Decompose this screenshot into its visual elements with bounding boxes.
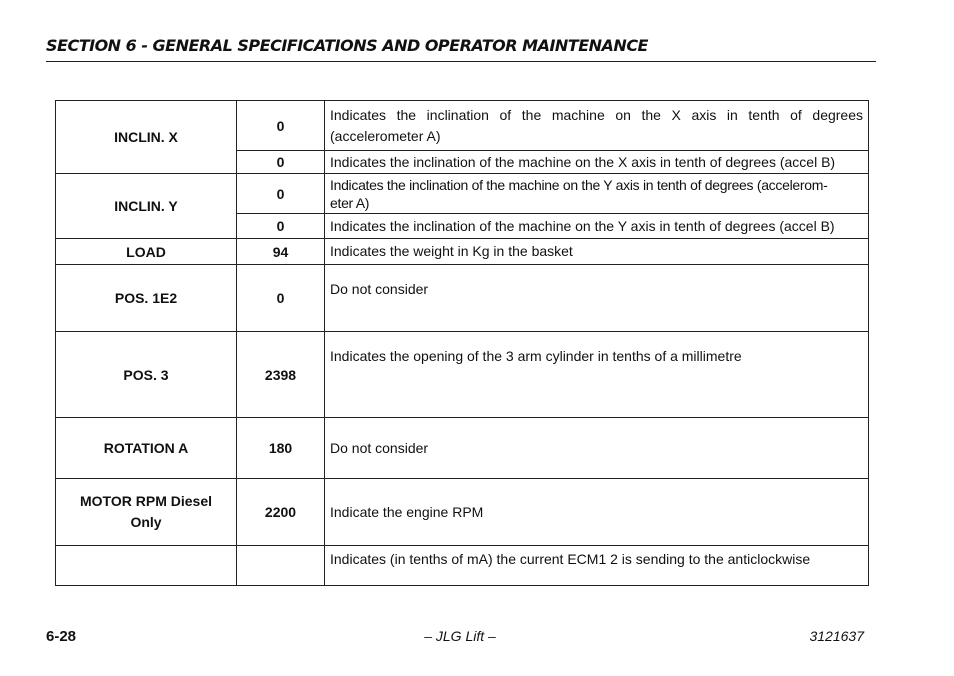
param-cell (56, 479, 237, 546)
description-cell (325, 174, 869, 214)
page-number: 6-28 (46, 628, 77, 645)
description-line: (accelerometer A) (330, 127, 441, 144)
value-cell: 2398 (237, 332, 325, 418)
param-cell: ROTATION A (56, 418, 237, 479)
publisher-label: – JLG Lift – (424, 628, 496, 644)
value-cell: 180 (237, 418, 325, 479)
value-cell: 0 (237, 265, 325, 332)
description-cell: Indicates the inclination of the machine on the X axis in tenth of degrees (accel B) (325, 151, 869, 174)
description-line: eter A) (330, 194, 370, 211)
description-cell: Do not consider (325, 265, 869, 332)
description-cell: Indicate the engine RPM (325, 479, 869, 546)
table-row (56, 418, 869, 479)
value-cell: 0 (237, 214, 325, 239)
table-row (56, 174, 869, 214)
table-row (56, 332, 869, 418)
param-cell (56, 546, 237, 586)
description-line: Indicates the inclination of the machine on the Y axis in tenth of degrees (accelerom- (330, 176, 828, 193)
description-cell: Indicates the opening of the 3 arm cylinder in tenths of a millimetre (325, 332, 869, 418)
description-cell: Do not consider (325, 418, 869, 479)
value-cell: 0 (237, 101, 325, 151)
param-cell: INCLIN. X (56, 101, 237, 174)
section-title: SECTION 6 - GENERAL SPECIFICATIONS AND OPERATOR MAINTENANCE (46, 36, 648, 55)
value-cell (237, 546, 325, 586)
table-row (56, 546, 869, 586)
value-cell: 2200 (237, 479, 325, 546)
spec-table (55, 100, 869, 586)
header-divider (46, 61, 876, 62)
description-cell (325, 101, 869, 151)
param-cell: POS. 1E2 (56, 265, 237, 332)
description-cell: Indicates the inclination of the machine on the Y axis in tenth of degrees (accel B) (325, 214, 869, 239)
description-line: Indicates the inclination of the machine on the X axis in tenth of degrees (330, 106, 863, 123)
description-cell: Indicates the weight in Kg in the basket (325, 239, 869, 265)
spec-table-viewport (55, 100, 868, 567)
value-cell: 0 (237, 174, 325, 214)
param-cell: INCLIN. Y (56, 174, 237, 239)
table-row (56, 265, 869, 332)
param-line: Only (130, 514, 162, 530)
param-line: MOTOR RPM Diesel (80, 493, 212, 509)
value-cell: 0 (237, 151, 325, 174)
param-cell: LOAD (56, 239, 237, 265)
value-cell: 94 (237, 239, 325, 265)
table-row (56, 101, 869, 151)
description-cell: Indicates (in tenths of mA) the current ECM1 2 is sending to the anticlockwise (325, 546, 869, 586)
table-row (56, 479, 869, 546)
param-cell: POS. 3 (56, 332, 237, 418)
document-number: 3121637 (809, 628, 864, 644)
table-row (56, 239, 869, 265)
